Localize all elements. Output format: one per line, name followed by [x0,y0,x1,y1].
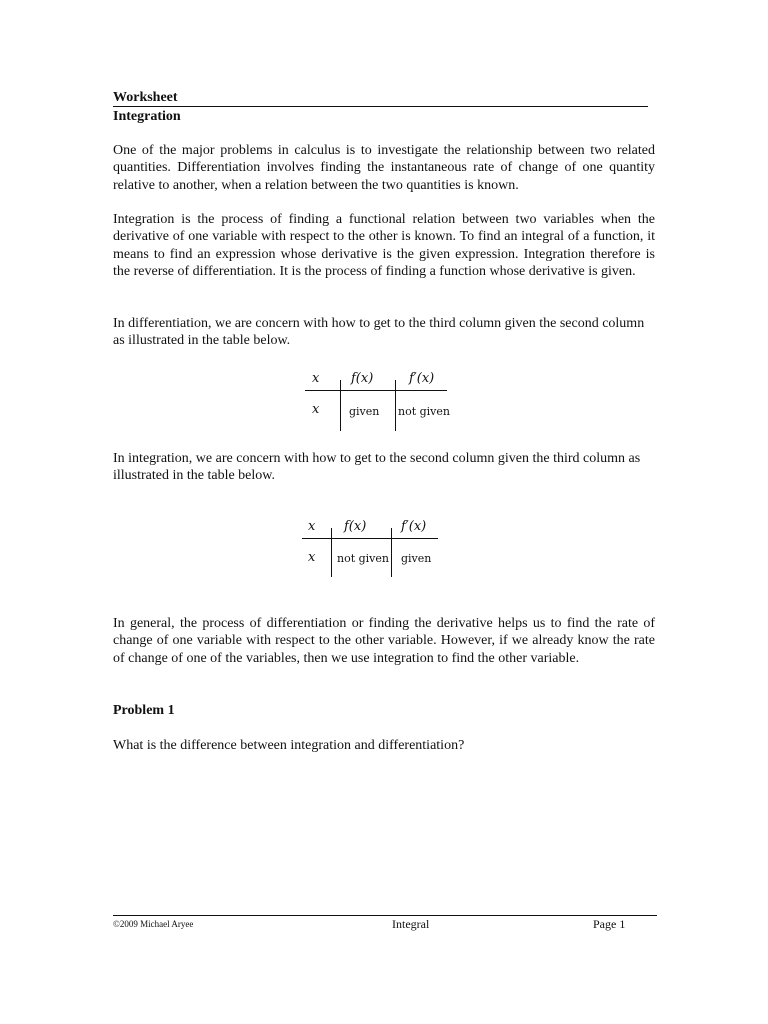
table-header-fprime: f′(x) [409,371,435,386]
worksheet-title [113,90,648,107]
table-divider [395,380,396,431]
table-cell-fprime: given [401,552,432,565]
page-title: Integration [113,109,181,124]
paragraph-intro: One of the major problems in calculus is to investigate the relationship between two related quantities. Differentiation involves finding the instantaneous rate of change of one quantity relative to another, when a relation between the two quantities is known. [113,143,655,193]
footer-copyright: ©2009 Michael Aryee [113,919,194,929]
problem-title: Problem 1 [113,703,175,718]
paragraph-integration-definition: Integration is the process of finding a functional relation between two variables when the derivative of one variable with respect to the other is known. To find an integral of a function, it means to find an expression whose derivative is the given expression. Integration therefore is the reverse of differentiation. It is the process of finding a function whose derivative is given. [113,212,655,279]
integration-table [302,516,444,580]
table-cell-fx: given [349,405,380,418]
table-cell-fprime: not given [398,405,450,418]
footer-title: Integral [392,917,430,931]
paragraph-integration-table-intro: In integration, we are concern with how to get to the second column given the third column as illustrated in the table below. [113,451,641,484]
table-divider [331,528,332,577]
table-divider [391,528,392,577]
table-header-fprime: f′(x) [401,519,427,534]
worksheet-title-text: Worksheet [113,90,178,105]
problem-question: What is the difference between integration and differentiation? [113,738,465,753]
table-cell-x: x [312,402,320,417]
table-cell-fx: not given [337,552,389,565]
table-header-x: x [312,371,320,386]
table-header-fx: f(x) [351,371,374,386]
paragraph-differentiation-table-intro: In differentiation, we are concern with how to get to the third column given the second column as illustrated in the table below. [113,316,645,349]
paragraph-general: In general, the process of differentiation or finding the derivative helps us to find the rate of change of one variable with respect to the other variable. However, if we already know the rate of change of one of the variables, then we use integration to find the other variable. [113,616,655,666]
footer-divider [113,915,657,916]
table-divider [340,380,341,431]
table-header-x: x [308,519,316,534]
page-number: Page 1 [593,917,626,931]
table-header-fx: f(x) [344,519,367,534]
differentiation-table [305,368,450,432]
table-cell-x: x [308,550,316,565]
table-divider [302,538,438,539]
table-divider [305,390,447,391]
